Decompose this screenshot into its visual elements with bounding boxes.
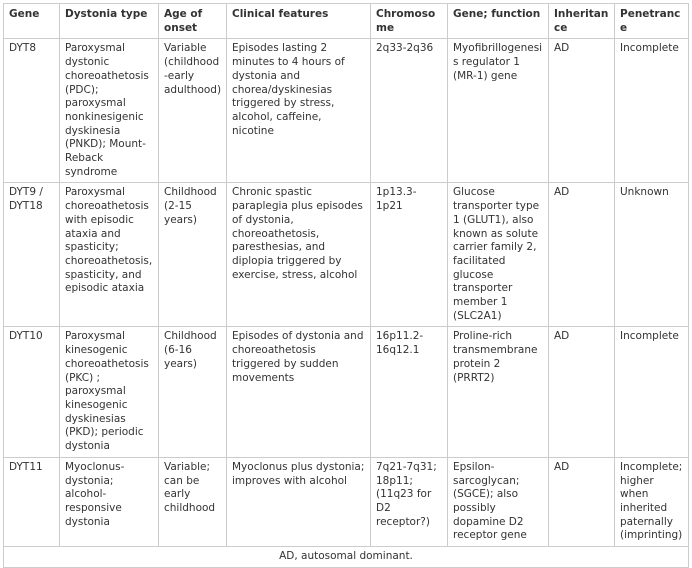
cell-inheritance: AD [549, 327, 615, 457]
table-header-row [4, 4, 689, 39]
cell-dystonia-type: Myoclonus-dystonia; alcohol-responsive dystonia [60, 457, 159, 546]
cell-gene-function: Myofibrillogenesis regulator 1 (MR-1) gene [448, 39, 549, 183]
cell-gene-function: Proline-rich transmembrane protein 2 (PRRT2) [448, 327, 549, 457]
dystonia-table-container [3, 3, 688, 568]
cell-penetrance: Incomplete; higher when inherited paternally (imprinting) [615, 457, 689, 546]
cell-gene-function: Epsilon-sarcoglycan; (SGCE); also possibly dopamine D2 receptor gene [448, 457, 549, 546]
cell-chromosome: 2q33-2q36 [371, 39, 448, 183]
table-row [4, 327, 689, 457]
dystonia-genetics-table [3, 3, 689, 568]
cell-penetrance: Incomplete [615, 39, 689, 183]
cell-chromosome: 7q21-7q31; 18p11; (11q23 for D2 receptor?) [371, 457, 448, 546]
cell-dystonia-type: Paroxysmal dystonic choreoathetosis (PDC); paroxysmal nonkinesigenic dyskinesia (PNKD); Mount-Reback syndrome [60, 39, 159, 183]
cell-penetrance: Unknown [615, 183, 689, 327]
cell-age-of-onset: Childhood (2-15 years) [159, 183, 227, 327]
cell-clinical-features: Chronic spastic paraplegia plus episodes of dystonia, choreoathetosis, paresthesias, and diplopia triggered by exercise, stress, alcohol [227, 183, 371, 327]
cell-clinical-features: Myoclonus plus dystonia; improves with alcohol [227, 457, 371, 546]
table-footnote-row [4, 547, 689, 568]
cell-age-of-onset: Childhood (6-16 years) [159, 327, 227, 457]
table-footnote: AD, autosomal dominant. [4, 547, 689, 568]
cell-chromosome: 16p11.2-16q12.1 [371, 327, 448, 457]
cell-chromosome: 1p13.3-1p21 [371, 183, 448, 327]
header-gene-function: Gene; function [448, 4, 549, 39]
cell-gene: DYT10 [4, 327, 60, 457]
cell-gene: DYT8 [4, 39, 60, 183]
header-chromosome: Chromosome [371, 4, 448, 39]
header-inheritance: Inheritance [549, 4, 615, 39]
header-clinical-features: Clinical features [227, 4, 371, 39]
cell-dystonia-type: Paroxysmal kinesogenic choreoathetosis (PKC) ; paroxysmal kinesogenic dyskinesias (PKD); periodic dystonia [60, 327, 159, 457]
table-row [4, 457, 689, 546]
header-gene: Gene [4, 4, 60, 39]
header-penetrance: Penetrance [615, 4, 689, 39]
cell-age-of-onset: Variable (childhood-early adulthood) [159, 39, 227, 183]
cell-gene: DYT11 [4, 457, 60, 546]
cell-dystonia-type: Paroxysmal choreoathetosis with episodic ataxia and spasticity; choreoathetosis, spasticity, and episodic ataxia [60, 183, 159, 327]
table-row [4, 183, 689, 327]
cell-inheritance: AD [549, 183, 615, 327]
cell-age-of-onset: Variable; can be early childhood [159, 457, 227, 546]
cell-clinical-features: Episodes of dystonia and choreoathetosis triggered by sudden movements [227, 327, 371, 457]
cell-gene: DYT9 / DYT18 [4, 183, 60, 327]
cell-inheritance: AD [549, 457, 615, 546]
header-age-of-onset: Age of onset [159, 4, 227, 39]
header-dystonia-type: Dystonia type [60, 4, 159, 39]
cell-inheritance: AD [549, 39, 615, 183]
cell-penetrance: Incomplete [615, 327, 689, 457]
cell-gene-function: Glucose transporter type 1 (GLUT1), also known as solute carrier family 2, facilitated glucose transporter member 1 (SLC2A1) [448, 183, 549, 327]
cell-clinical-features: Episodes lasting 2 minutes to 4 hours of dystonia and chorea/dyskinesias triggered by stress, alcohol, caffeine, nicotine [227, 39, 371, 183]
table-row [4, 39, 689, 183]
